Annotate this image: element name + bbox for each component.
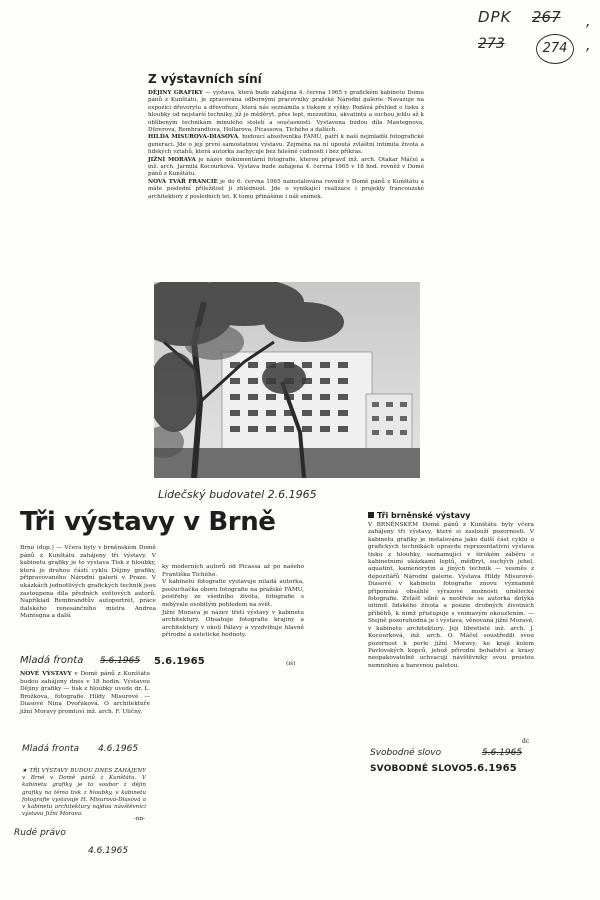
clip-top-paragraph-3 [148, 157, 424, 179]
archive-prefix: DPK [478, 8, 512, 26]
clip-top-text-1: — výstava, která bude zahájena 4. června 1965 v grafickém kabinetu Domu pánů z Kunštátu, je zpracována odbornými pracovníky pražské Národní galerie. Navazuje na expozici dřevorytu a dřevořezu, která nás seznámila s tiskem z výšky. Podává přehled o tisku z hloubky od nejstarší techniky, jíž je měděryt, přes lept, mezzotinu, akvatintu a suchou jehlu až k oblíbeným technikám minulého století a současnosti. Vystavena budou díla Mantegnova, Dürerova, Rembrandtova, Hollarova, Picassova, Tichého a dalších. [148, 90, 425, 134]
main-article-title: Tři výstavy v Brně [20, 507, 276, 537]
clip-right-heading-marker [368, 512, 374, 518]
clip-top-text-2: , budoucí absolventka FAMU, patří k naší nejmladší fotografické generaci. Jde o její první samostatnou výstavu. Zejména na ní upoutá zvláštní intimita života a lidských vztahů, která autorka zachycuje bez falešné cudnosti i bez příkras. [148, 134, 424, 156]
archive-current-number: 274 [536, 34, 574, 64]
main-article-source-date-hand [100, 656, 140, 666]
clip-right-source: Svobodné slovo [370, 748, 442, 758]
clip-right-sign: dc [522, 738, 530, 745]
clip-dnes-sign: -nn- [134, 816, 145, 822]
main-article-col-2-text: ky moderních autorů od Picassa až po našeho Františka Tichého. V kabinetu fotografie vystavuje mladá autorka, posluchačka oboru fotografie na pražské FAMU, postřehy ze všedního života, fotografie s nebývale osobitým pohledem na svět. Jižní Morava je název třetí výstavy v kabinetu architektury. Obsahuje fotografie krajiny a architektury v okolí Pálavy a vyzdvihuje hlavně přírodní a estetické hodnoty. [162, 564, 304, 639]
clip-right-source-date [482, 748, 522, 758]
main-article-signature: (iš) [286, 661, 296, 667]
photo-building [154, 282, 420, 478]
clip-right-stamp: SVOBODNÉ SLOVO [370, 764, 467, 774]
archive-separator-2: , [586, 38, 591, 54]
clip-top-heading: Z výstavních síní [148, 72, 262, 86]
clip-right-source-date-text: 5.6.1965 [482, 748, 523, 758]
main-article-source-date-hand-text: 5.6.1965 [100, 656, 141, 666]
clip-top-paragraph-4 [148, 179, 424, 201]
clip-top-paragraph-1 [148, 90, 424, 134]
main-article-source-stamp: 5.6.1965 [154, 656, 205, 667]
clip-dnes-text: ★ TŘI VÝSTAVY BUDOU DNES ZAHÁJENY v Brně v Domě pánů z Kunštátu. V kabinetu grafiky je to soubor z dějin grafiky na téma tisk z hloubky, v kabinetu fotografie vystavuje H. Misurová-Diasová a v kabinetu architektury najdou návštěvníci výstavu Jižní Morava. [22, 768, 146, 818]
clip-nove-date: 4.6.1965 [98, 744, 139, 754]
clip-right-heading [368, 511, 534, 520]
clip-right-heading-text: Tři brněnské výstavy [377, 511, 471, 520]
main-article-source: Mladá fronta [20, 655, 84, 666]
clip-top-paragraph-2 [148, 134, 424, 156]
clip-dnes-source: Rudé právo [14, 828, 66, 838]
clip-nove-lead: NOVÉ VÝSTAVY [20, 671, 72, 677]
clip-top-text-4: je do 6. června 1965 nainstalována rovněž v Domě pánů z Kunštátu a máte poslední příležitost ji zhlédnout. Jde o vynikající realizace i projekty francouzské architektury z posledních let. K tomu přinášíme i náš snímek. [148, 178, 424, 200]
clip-dnes-date: 4.6.1965 [88, 846, 129, 856]
photo-caption: Lidečský budovatel 2.6.1965 [158, 488, 317, 501]
main-article-col-2 [162, 545, 304, 659]
photo-building-image [154, 282, 420, 478]
archive-separator-1: , [586, 14, 591, 30]
archive-prev-number [478, 36, 505, 52]
clip-top-lead-2: HILDA MISUROVÁ-DIASOVÁ [148, 134, 239, 141]
main-article-col-1 [20, 545, 156, 621]
clip-right-text: V BRNĚNSKÉM Domě pánů z Kunštátu byly včera zahájeny tři výstavy, které si zaslouží pozornosti. V kabinetu grafiky je instalována jako další část cyklu o grafických technikách opravdu reprezentativní výstava tisku z hloubky, seznamující v širokém záběru s kabinetními ukázkami leptů, měďiryt, suchých jehel, aquatint, kamenorytin a jiných technik — vesměs z depozitářů Národní galerie. Výstava Hildy Misurové-Diasové v kabinetu fotografie znovu významně připomíná obsáhlé výrazové možnosti umělecké fotografie. Zvlášť silně a neotřele se autorka dotýká intimit lidského života a poezie drobných životních příběhů, k nimž přistupuje s vnímavým okouzlením. — Stejně pozoruhodná je i výstava, věnovaná jižní Moravě, v kabinetu architektury. Její libretisté inž. arch. J. Kocourková, inž. arch. O. Máčel soustředili svou pozornost k perle jižní Moravy, ke kraji kolem Pavlovských kopců, jehož přírodní bohatství a krásy neopakovatelně uchvacují návštěvníky svou prostou nemnohou a barevnou paletou. [368, 522, 534, 669]
clip-nove-text [20, 671, 150, 717]
main-article-col-1-text: Brno (dop.) — Včera byly v brněnském Domě pánů z Kunštátu zahájeny tři výstavy. V kabinetu grafiky je to výstava Tisk z hloubky, která je druhou částí cyklu Dějiny grafiky, připravovaného Národní galerií v Praze. V ukázkách jednotlivých grafických technik jsou zastoupena díla předních světových autorů. Například Rembrandtův autoportrét, práce italského renesančního mistra Andrea Mantegna a další [20, 545, 156, 620]
clip-top-lead-1: DĚJINY GRAFIKY [148, 90, 203, 96]
clip-top-lead-3: JIŽNÍ MORAVA [148, 156, 196, 163]
clip-top-text-3: je název dokumentární fotografie, kterou připravil inž. arch. Otakar Máčel a inž. arch. Jarmila Kocourková. Výstava bude zahájena 4. června 1965 v 18 hod. rovněž v Domě pánů z Kunštátu. [148, 156, 424, 178]
clip-nove-source: Mladá fronta [22, 744, 79, 754]
clip-right-stamp-date: 5.6.1965 [466, 763, 517, 774]
archive-prev-number-text: 273 [478, 36, 505, 52]
clip-nove-body: v Domě pánů z Kunštátu budou zahájeny dnes v 18 hodin. Výstavou Dějiny grafiky — tisk z hloubky uvede dr. L. Brožková, fotografie Hildy Misurové — Diasové Nina Dvořáková. O architektuře jižní Moravy promluví inž. arch. F. Uličný. [20, 671, 150, 715]
clip-dnes [22, 768, 146, 818]
archive-old-number [532, 8, 561, 26]
archive-old-number-text: 267 [532, 8, 561, 26]
clip-right [368, 511, 534, 670]
clip-top-lead-4: NOVÁ TVÁŘ FRANCIE [148, 178, 218, 185]
clip-nove [20, 671, 150, 717]
clip-top [148, 72, 424, 201]
